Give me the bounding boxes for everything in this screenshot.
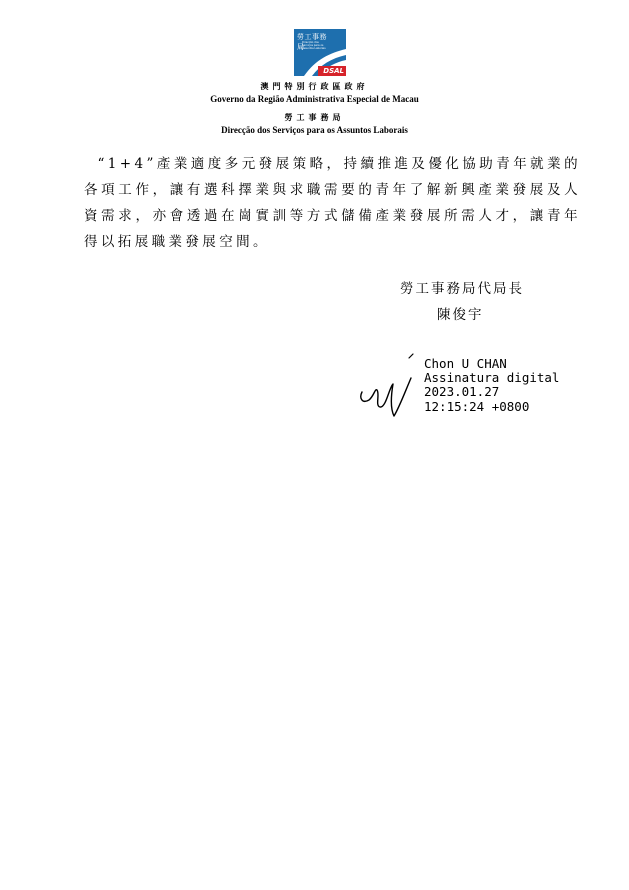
signatory-name: 陳俊宇 [437,307,484,323]
digital-signature-date: 2023.01.27 [424,384,500,400]
dsal-logo [294,29,346,76]
body-paragraph: “1+4”產業適度多元發展策略，持續推進及優化協助青年就業的各項工作，讓有選科擇業與求職需要的青年了解新興產業發展及人資需求，亦會透過在崗實訓等方式儲備產業發展所需人才，讓青年得以拓展職業發展空間。 [84,156,581,250]
digital-signature-block [424,357,559,414]
logo-acronym: DSAL [323,67,344,75]
header-government-zh: 澳門特別行政區政府 [260,82,369,91]
header-department-zh: 勞工事務局 [284,113,345,122]
header-department-pt: Direcção dos Serviços para os Assuntos Laborais [221,125,408,135]
digital-signature-label: Assinatura digital [424,370,560,386]
signature-stroke [356,352,428,422]
header-government-pt: Governo da Região Administrativa Especial de Macau [210,94,419,104]
handwritten-signature [356,352,428,422]
digital-signature-time: 12:15:24 +0800 [424,398,530,414]
digital-signer-name: Chon U CHAN [424,356,507,371]
logo-title: 勞工事務局 [297,33,327,51]
body-text [84,151,581,255]
signatory-title: 勞工事務局代局長 [400,281,524,297]
logo-subtitle: Direcção dos Serviços para os Assuntos Laborais [302,41,326,50]
